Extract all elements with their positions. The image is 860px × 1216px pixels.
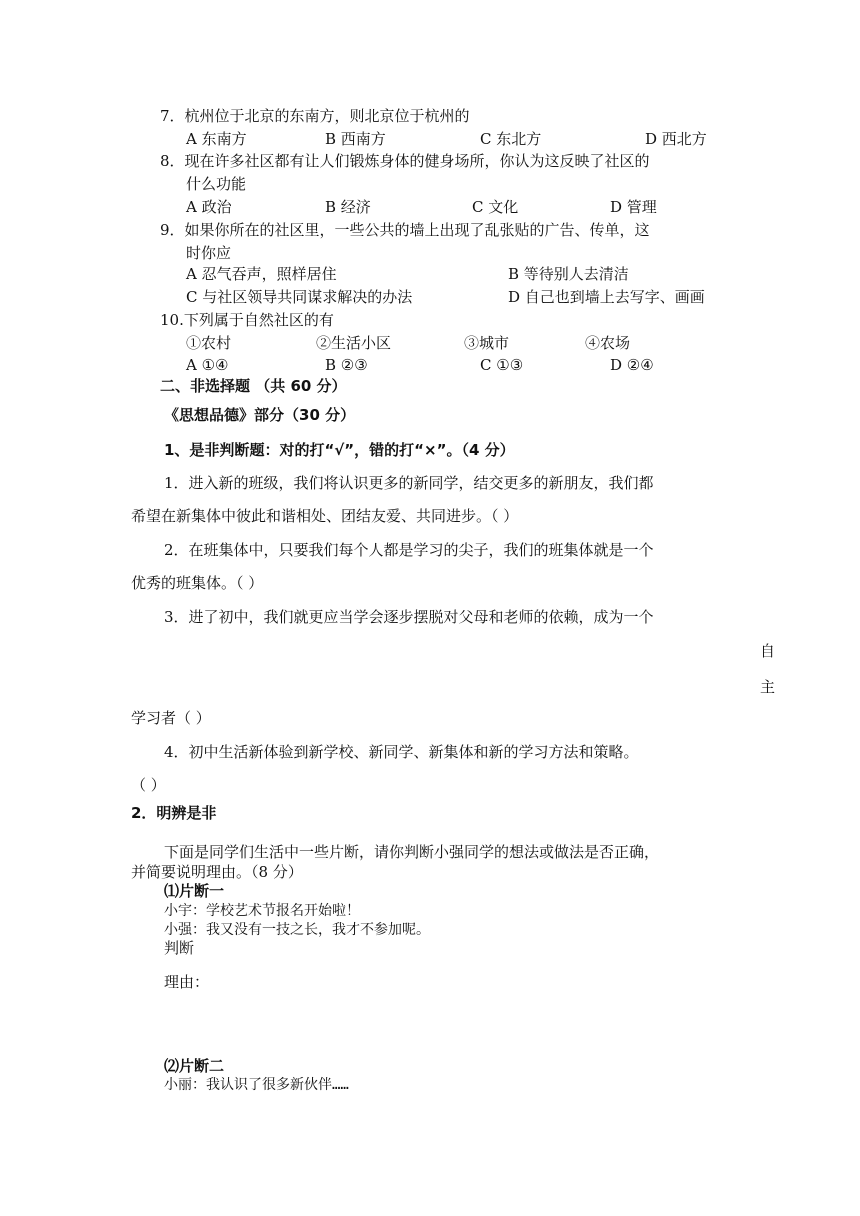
q2-intro-line-2: 并简要说明理由。（8 分） xyxy=(131,863,303,881)
q9-option-a: A 忍气吞声，照样居住 xyxy=(186,265,337,283)
q8-stem-cont: 什么功能 xyxy=(186,175,247,193)
q9-option-d: D 自己也到墙上去写字、画画 xyxy=(508,288,705,306)
statement-3-char-2: 主 xyxy=(760,678,776,696)
fragment-2-line-1: 小丽：我认识了很多新伙伴…… xyxy=(164,1077,349,1093)
part-heading: 《思想品德》部分（30 分） xyxy=(164,406,356,424)
statement-4-line-1: 4．初中生活新体验到新学校、新同学、新集体和新的学习方法和策略。 xyxy=(164,743,639,761)
reason-label: 理由： xyxy=(164,973,210,991)
q9-option-b: B 等待别人去清洁 xyxy=(508,265,629,283)
statement-1-line-2: 希望在新集体中彼此和谐相处、团结友爱、共同进步。（ ） xyxy=(131,507,519,525)
statement-2-line-2: 优秀的班集体。（ ） xyxy=(131,574,264,592)
fragment-2-title: ⑵片断二 xyxy=(164,1057,225,1075)
q10-item-2: ②生活小区 xyxy=(316,334,392,352)
q10-option-a: A ①④ xyxy=(186,356,229,374)
q9-stem-cont: 时你应 xyxy=(186,244,232,262)
q8-option-b: B 经济 xyxy=(325,198,371,216)
q10-item-3: ③城市 xyxy=(464,334,510,352)
statement-3-char-1: 自 xyxy=(760,642,776,660)
statement-3-line-1: 3．进了初中，我们就更应当学会逐步摆脱对父母和老师的依赖，成为一个 xyxy=(164,608,654,626)
q7-option-b: B 西南方 xyxy=(325,130,386,148)
q10-option-c: C ①③ xyxy=(480,356,524,374)
fragment-1-line-1: 小宇：学校艺术节报名开始啦！ xyxy=(164,903,360,919)
q8-option-c: C 文化 xyxy=(472,198,519,216)
statement-3-line-2: 学习者（ ） xyxy=(131,709,211,727)
statement-4-line-2: （ ） xyxy=(131,776,166,794)
q2-intro-line-1: 下面是同学们生活中一些片断，请你判断小强同学的想法或做法是否正确， xyxy=(164,843,660,861)
q7-option-c: C 东北方 xyxy=(480,130,542,148)
fragment-1-line-2: 小强：我又没有一技之长，我才不参加呢。 xyxy=(164,922,430,938)
q8-option-a: A 政治 xyxy=(186,198,232,216)
q9-option-c: C 与社区领导共同谋求解决的办法 xyxy=(186,288,413,306)
q8-option-d: D 管理 xyxy=(610,198,657,216)
q2-heading: 2．明辨是非 xyxy=(131,804,217,822)
q9-stem: 9．如果你所在的社区里，一些公共的墙上出现了乱张贴的广告、传单，这 xyxy=(160,221,650,239)
q7-stem: 7．杭州位于北京的东南方，则北京位于杭州的 xyxy=(160,107,470,125)
statement-2-line-1: 2．在班集体中，只要我们每个人都是学习的尖子，我们的班集体就是一个 xyxy=(164,541,654,559)
section-heading: 二、非选择题 （共 60 分） xyxy=(160,377,347,395)
q10-item-4: ④农场 xyxy=(585,334,631,352)
q10-item-1: ①农村 xyxy=(186,334,232,352)
q7-option-d: D 西北方 xyxy=(645,130,707,148)
q10-stem: 10.下列属于自然社区的有 xyxy=(160,311,334,329)
true-false-heading: 1、是非判断题：对的打“√”，错的打“×”。（4 分） xyxy=(164,441,515,459)
judge-label: 判断 xyxy=(164,939,195,957)
q10-option-d: D ②④ xyxy=(610,356,654,374)
statement-1-line-1: 1．进入新的班级，我们将认识更多的新同学，结交更多的新朋友，我们都 xyxy=(164,474,654,492)
q7-option-a: A 东南方 xyxy=(186,130,247,148)
q10-option-b: B ②③ xyxy=(325,356,368,374)
q8-stem: 8．现在许多社区都有让人们锻炼身体的健身场所，你认为这反映了社区的 xyxy=(160,152,650,170)
fragment-1-title: ⑴片断一 xyxy=(164,882,225,900)
